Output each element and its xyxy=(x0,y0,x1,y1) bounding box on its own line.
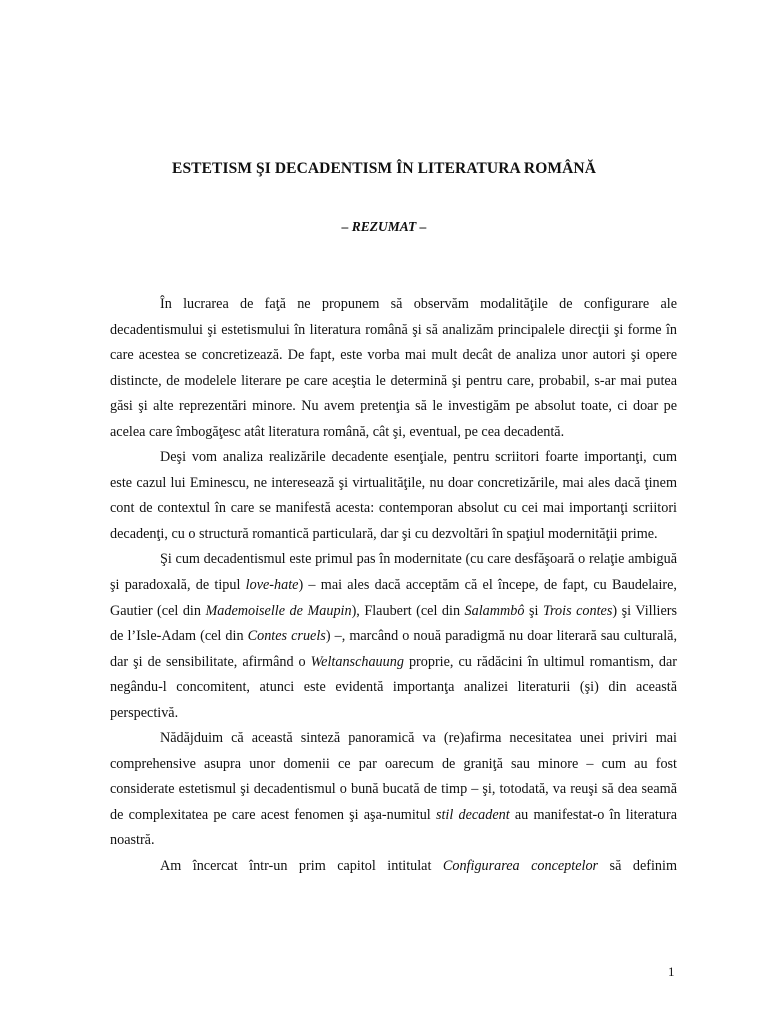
text-run: proprie, cu rădăcini în ultimul romantism, dar negându-l concomitent, atunci este evidentă importanţa analizei literaturii (şi) din această perspectivă. xyxy=(110,653,677,721)
body-paragraph xyxy=(110,547,677,726)
text-run: În lucrarea de faţă ne propunem să observăm modalităţile de configurare ale decadentismului şi estetismului în literatura română şi să analizăm principalele direcţii şi forme în care acestea se concretizează. De fapt, este vorba mai mult decât de analiza unor autori şi opere distincte, de modelele literare pe care aceştia le determină şi pentru care, probabil, s-ar mai putea găsi şi alte reprezentări minore. Nu avem pretenţia să le investigăm pe absolut toate, ci doar pe acelea care îmbogăţesc atât literatura română, cât şi, eventual, pe cea decadentă. xyxy=(110,296,677,440)
italic-text: stil decadent xyxy=(435,806,510,823)
text-run: ), Flaubert (cel din xyxy=(351,602,465,619)
body-paragraph xyxy=(110,726,677,854)
text-run: Şi cum decadentismul este primul pas în modernitate (cu care desfăşoară o relaţie ambiguă şi paradoxală, de tipul xyxy=(110,551,677,594)
text-run: şi xyxy=(524,602,543,619)
italic-text: Contes cruels xyxy=(247,628,326,645)
italic-text: Salammbô xyxy=(464,602,525,619)
page-number: 1 xyxy=(668,964,675,979)
document-subtitle: – REZUMAT – xyxy=(341,219,427,234)
body-text xyxy=(110,292,677,880)
text-run: Am încercat într-un prim capitol intitulat xyxy=(160,858,443,875)
text-run: au manifestat-o în literatura noastră. xyxy=(110,806,677,849)
body-paragraph xyxy=(110,445,677,547)
text-run: ) – mai ales dacă acceptăm că el începe, de fapt, cu Baudelaire, Gautier (cel din xyxy=(110,577,677,619)
text-run: Nădăjduim că această sinteză panoramică va (re)afirma necesitatea unei priviri mai comprehensive asupra unor domenii ce par oarecum de graniţă sau minore – cum au fost considerate estetismul şi decadentismul o bună bucată de timp – şi, totodată, va reuşi să dea seamă de complexitatea pe care acest fenomen şi aşa-numitul xyxy=(110,730,677,823)
italic-text: Mademoiselle de Maupin xyxy=(205,602,352,619)
text-run: să definim xyxy=(598,858,677,875)
text-run: Deşi vom analiza realizările decadente esenţiale, pentru scriitori foarte importanţi, cum este cazul lui Eminescu, ne interesează şi virtualităţile, nu doar concretizările, mai ales dacă ţinem cont de contextul în care se manifestă acesta: contemporan absolut cu cei mai importanţi scriitori decadenţi, cu o structură romantică particulară, dar şi cu dezvoltări în spaţiul modernităţii prime. xyxy=(110,449,677,542)
italic-text: Configurarea conceptelor xyxy=(442,858,599,875)
body-paragraph xyxy=(110,292,677,445)
body-paragraph xyxy=(110,854,677,880)
text-run: ) şi Villiers de l’Isle-Adam (cel din xyxy=(110,602,678,645)
document-title: ESTETISM ŞI DECADENTISM ÎN LITERATURA ROMÂNĂ xyxy=(172,160,596,177)
italic-text: love-hate xyxy=(245,577,299,594)
italic-text: Trois contes xyxy=(542,602,613,619)
italic-text: Weltanschauung xyxy=(310,653,404,670)
text-run: ) –, marcând o nouă paradigmă nu doar literară sau culturală, dar şi de sensibilitate, afirmând o xyxy=(110,628,677,670)
